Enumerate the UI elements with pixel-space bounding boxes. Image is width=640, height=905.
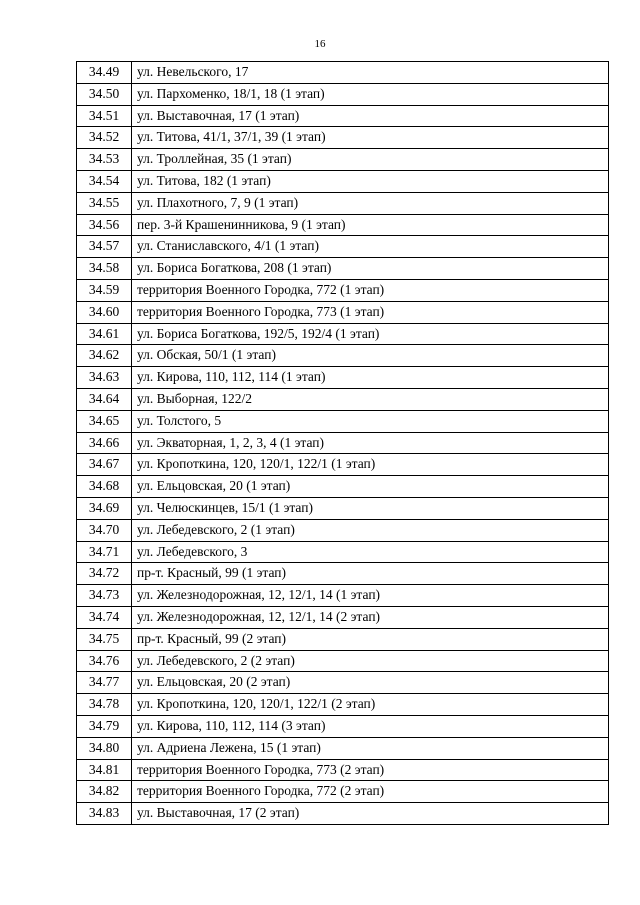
address-cell: ул. Кропоткина, 120, 120/1, 122/1 (1 этап) xyxy=(132,454,609,476)
address-cell: ул. Экваторная, 1, 2, 3, 4 (1 этап) xyxy=(132,432,609,454)
row-number-cell: 34.49 xyxy=(77,62,132,84)
table-row xyxy=(77,541,609,563)
table-row xyxy=(77,149,609,171)
row-number-cell: 34.81 xyxy=(77,759,132,781)
row-number-cell: 34.73 xyxy=(77,585,132,607)
row-number-cell: 34.66 xyxy=(77,432,132,454)
address-cell: ул. Бориса Богаткова, 208 (1 этап) xyxy=(132,258,609,280)
table-row xyxy=(77,301,609,323)
row-number-cell: 34.69 xyxy=(77,497,132,519)
address-cell: ул. Обская, 50/1 (1 этап) xyxy=(132,345,609,367)
address-cell: ул. Ельцовская, 20 (1 этап) xyxy=(132,476,609,498)
table-row xyxy=(77,715,609,737)
address-cell: ул. Титова, 182 (1 этап) xyxy=(132,170,609,192)
table-row xyxy=(77,454,609,476)
row-number-cell: 34.50 xyxy=(77,83,132,105)
address-cell: пр-т. Красный, 99 (2 этап) xyxy=(132,628,609,650)
row-number-cell: 34.59 xyxy=(77,279,132,301)
page-number: 16 xyxy=(314,38,326,50)
row-number-cell: 34.67 xyxy=(77,454,132,476)
table-row xyxy=(77,628,609,650)
table-row xyxy=(77,279,609,301)
table-row xyxy=(77,62,609,84)
table-row xyxy=(77,170,609,192)
address-cell: ул. Невельского, 17 xyxy=(132,62,609,84)
row-number-cell: 34.53 xyxy=(77,149,132,171)
row-number-cell: 34.63 xyxy=(77,367,132,389)
address-cell: ул. Челюскинцев, 15/1 (1 этап) xyxy=(132,497,609,519)
address-cell: территория Военного Городка, 772 (1 этап) xyxy=(132,279,609,301)
address-cell: ул. Лебедевского, 3 xyxy=(132,541,609,563)
address-table-body xyxy=(77,62,609,825)
address-cell: ул. Толстого, 5 xyxy=(132,410,609,432)
row-number-cell: 34.70 xyxy=(77,519,132,541)
row-number-cell: 34.60 xyxy=(77,301,132,323)
row-number-cell: 34.83 xyxy=(77,803,132,825)
row-number-cell: 34.62 xyxy=(77,345,132,367)
table-row xyxy=(77,519,609,541)
address-cell: пр-т. Красный, 99 (1 этап) xyxy=(132,563,609,585)
row-number-cell: 34.55 xyxy=(77,192,132,214)
address-cell: ул. Железнодорожная, 12, 12/1, 14 (1 этап) xyxy=(132,585,609,607)
row-number-cell: 34.74 xyxy=(77,606,132,628)
address-cell: ул. Бориса Богаткова, 192/5, 192/4 (1 этап) xyxy=(132,323,609,345)
table-row xyxy=(77,127,609,149)
table-row xyxy=(77,323,609,345)
table-row xyxy=(77,432,609,454)
table-row xyxy=(77,694,609,716)
table-row xyxy=(77,236,609,258)
row-number-cell: 34.77 xyxy=(77,672,132,694)
table-row xyxy=(77,781,609,803)
table-row xyxy=(77,476,609,498)
address-cell: ул. Кропоткина, 120, 120/1, 122/1 (2 этап) xyxy=(132,694,609,716)
row-number-cell: 34.64 xyxy=(77,388,132,410)
row-number-cell: 34.54 xyxy=(77,170,132,192)
table-row xyxy=(77,214,609,236)
row-number-cell: 34.71 xyxy=(77,541,132,563)
address-cell: ул. Выставочная, 17 (1 этап) xyxy=(132,105,609,127)
table-row xyxy=(77,585,609,607)
address-table xyxy=(76,61,609,825)
table-row xyxy=(77,759,609,781)
address-cell: ул. Титова, 41/1, 37/1, 39 (1 этап) xyxy=(132,127,609,149)
table-row xyxy=(77,563,609,585)
table-row xyxy=(77,672,609,694)
address-cell: пер. 3-й Крашенинникова, 9 (1 этап) xyxy=(132,214,609,236)
row-number-cell: 34.61 xyxy=(77,323,132,345)
table-row xyxy=(77,497,609,519)
row-number-cell: 34.82 xyxy=(77,781,132,803)
row-number-cell: 34.52 xyxy=(77,127,132,149)
row-number-cell: 34.68 xyxy=(77,476,132,498)
address-cell: ул. Кирова, 110, 112, 114 (1 этап) xyxy=(132,367,609,389)
address-cell: ул. Станиславского, 4/1 (1 этап) xyxy=(132,236,609,258)
address-cell: ул. Плахотного, 7, 9 (1 этап) xyxy=(132,192,609,214)
table-row xyxy=(77,83,609,105)
address-cell: ул. Выставочная, 17 (2 этап) xyxy=(132,803,609,825)
address-cell: территория Военного Городка, 773 (2 этап) xyxy=(132,759,609,781)
table-row xyxy=(77,388,609,410)
address-cell: ул. Лебедевского, 2 (1 этап) xyxy=(132,519,609,541)
table-row xyxy=(77,737,609,759)
row-number-cell: 34.72 xyxy=(77,563,132,585)
table-row xyxy=(77,105,609,127)
row-number-cell: 34.75 xyxy=(77,628,132,650)
address-cell: ул. Железнодорожная, 12, 12/1, 14 (2 этап) xyxy=(132,606,609,628)
table-row xyxy=(77,367,609,389)
address-cell: ул. Кирова, 110, 112, 114 (3 этап) xyxy=(132,715,609,737)
row-number-cell: 34.56 xyxy=(77,214,132,236)
row-number-cell: 34.58 xyxy=(77,258,132,280)
table-row xyxy=(77,258,609,280)
address-cell: ул. Троллейная, 35 (1 этап) xyxy=(132,149,609,171)
row-number-cell: 34.76 xyxy=(77,650,132,672)
address-cell: ул. Адриена Лежена, 15 (1 этап) xyxy=(132,737,609,759)
address-cell: ул. Пархоменко, 18/1, 18 (1 этап) xyxy=(132,83,609,105)
address-cell: ул. Выборная, 122/2 xyxy=(132,388,609,410)
address-cell: ул. Лебедевского, 2 (2 этап) xyxy=(132,650,609,672)
table-row xyxy=(77,192,609,214)
row-number-cell: 34.78 xyxy=(77,694,132,716)
table-row xyxy=(77,345,609,367)
table-row xyxy=(77,410,609,432)
address-cell: территория Военного Городка, 772 (2 этап) xyxy=(132,781,609,803)
address-cell: территория Военного Городка, 773 (1 этап) xyxy=(132,301,609,323)
row-number-cell: 34.79 xyxy=(77,715,132,737)
address-cell: ул. Ельцовская, 20 (2 этап) xyxy=(132,672,609,694)
table-row xyxy=(77,650,609,672)
row-number-cell: 34.80 xyxy=(77,737,132,759)
row-number-cell: 34.57 xyxy=(77,236,132,258)
row-number-cell: 34.65 xyxy=(77,410,132,432)
table-row xyxy=(77,606,609,628)
table-row xyxy=(77,803,609,825)
row-number-cell: 34.51 xyxy=(77,105,132,127)
